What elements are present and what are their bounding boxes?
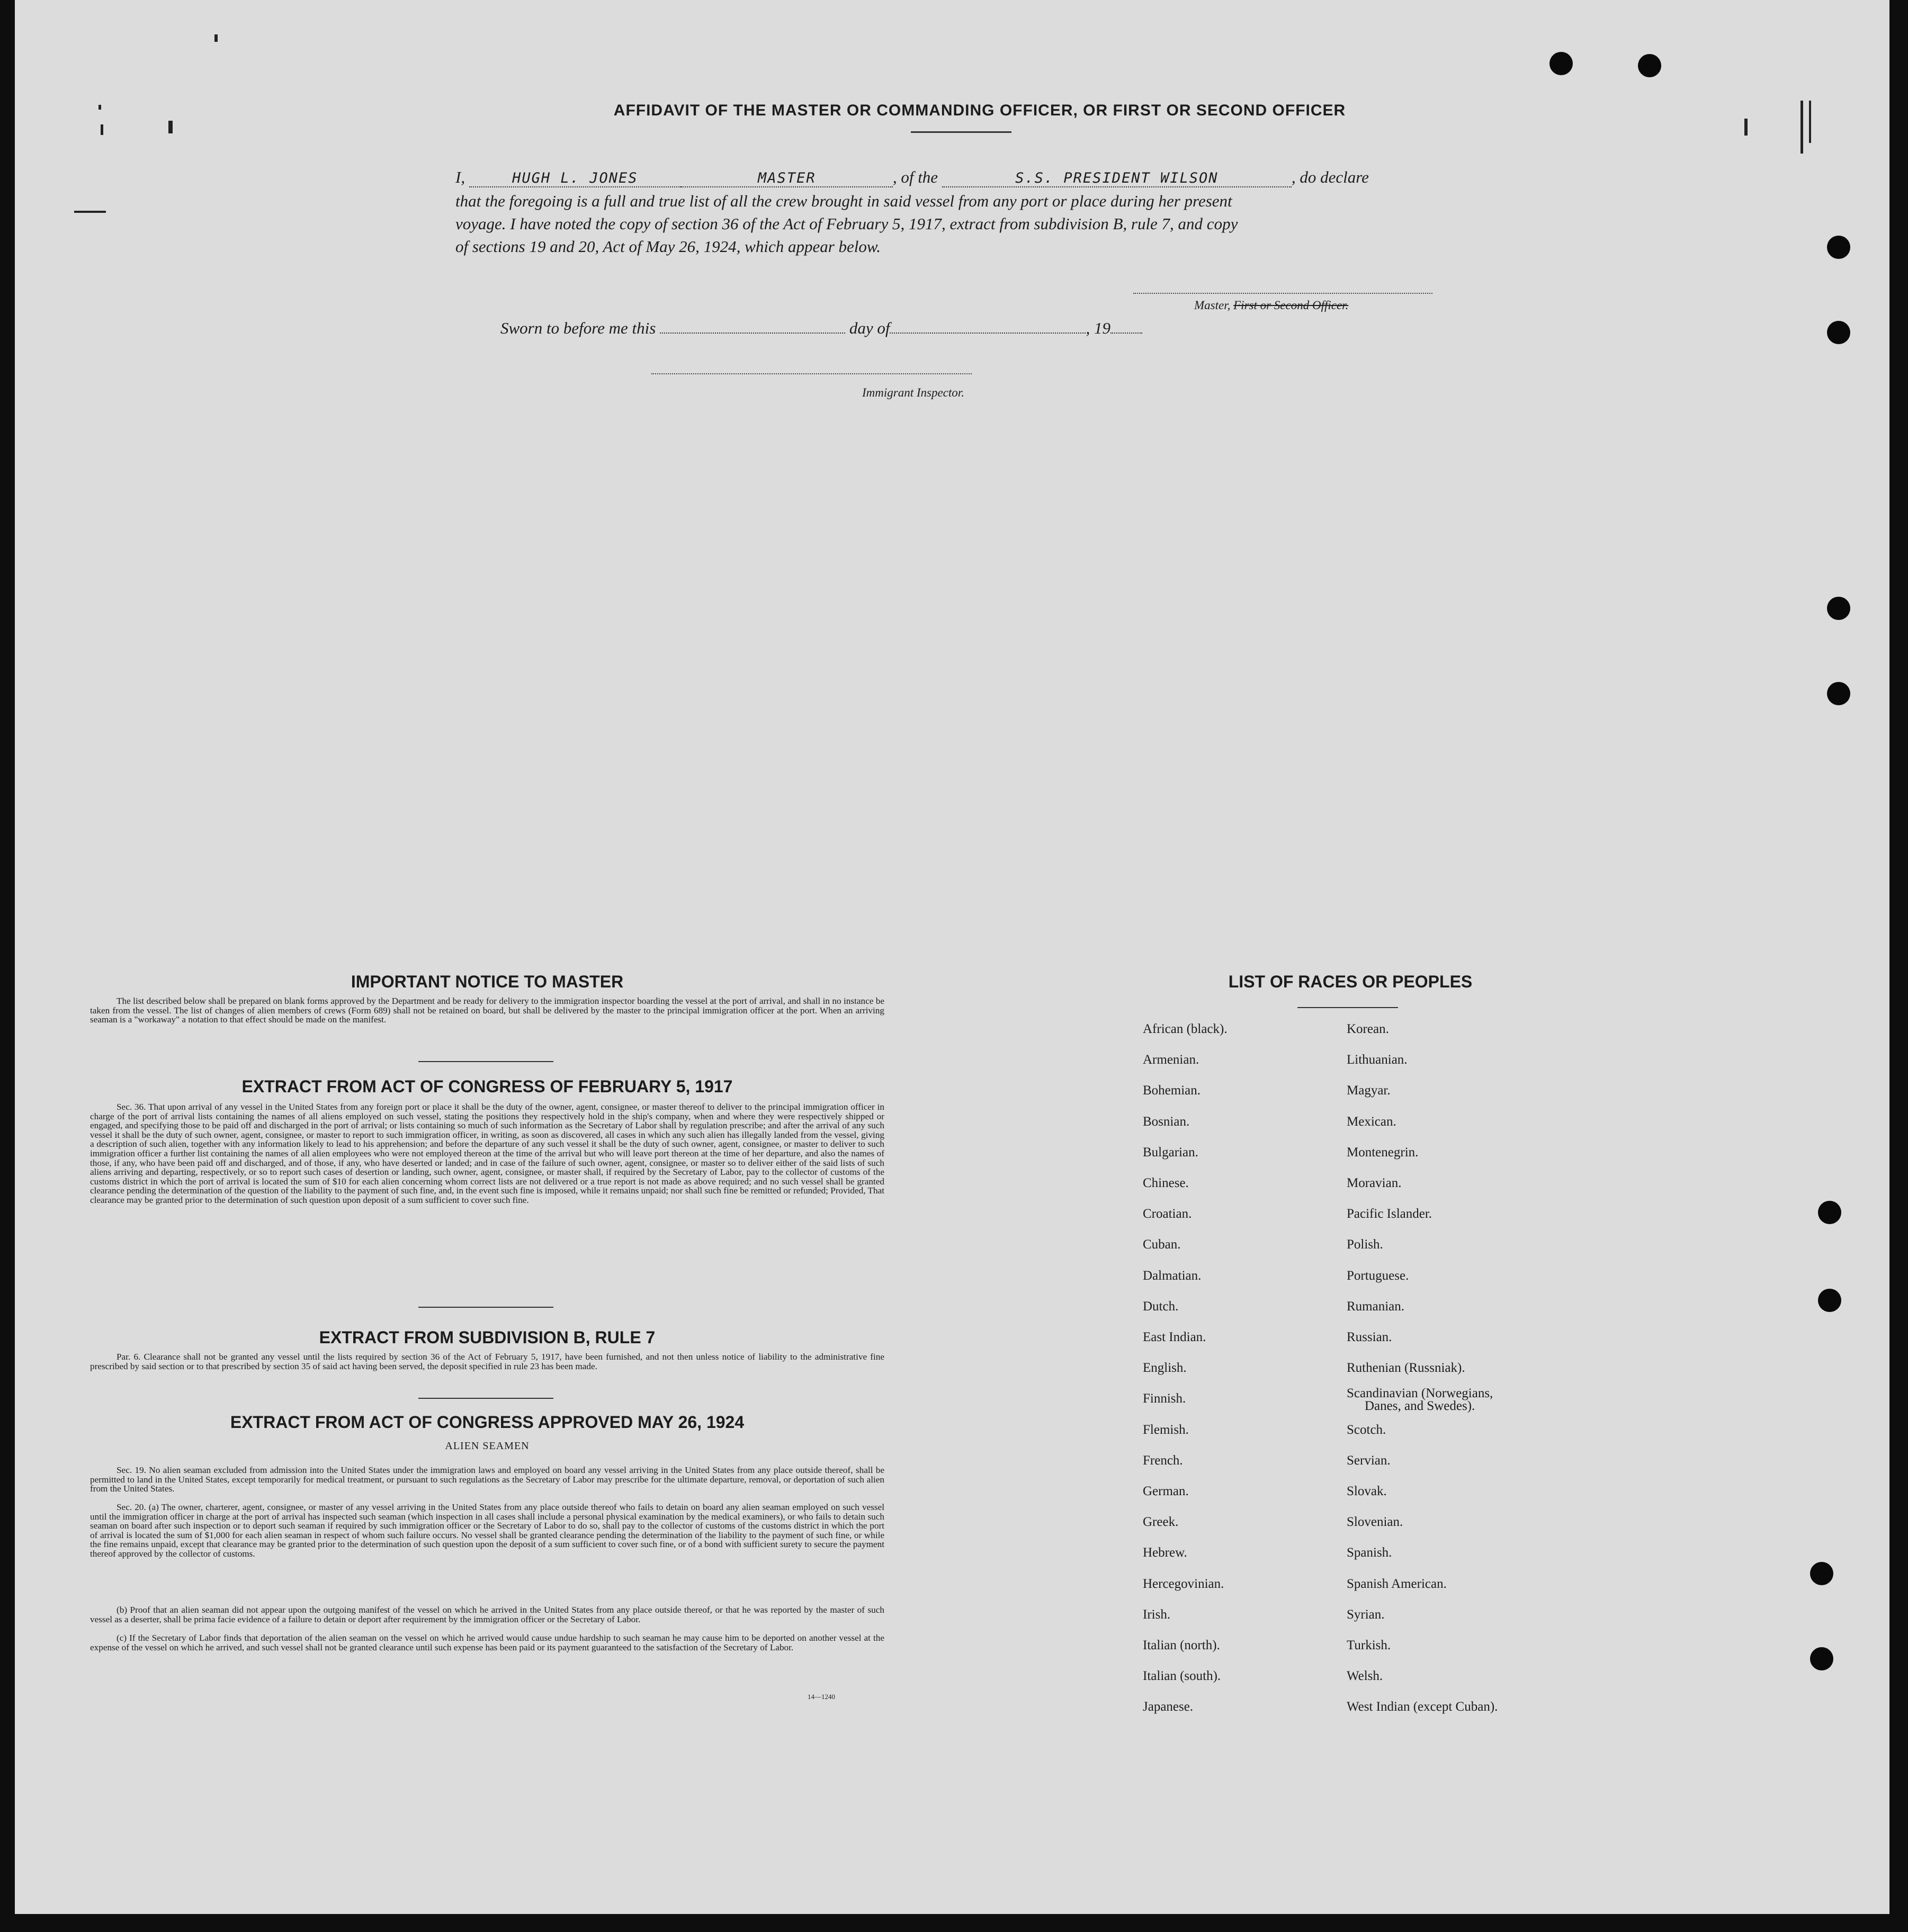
race-item: English. <box>1143 1361 1187 1376</box>
notice-title: IMPORTANT NOTICE TO MASTER <box>351 972 624 991</box>
punch-hole <box>1818 1289 1841 1312</box>
punch-hole <box>1827 597 1850 620</box>
race-item: Korean. <box>1347 1022 1389 1036</box>
punch-hole <box>1818 1201 1841 1224</box>
race-item: Hebrew. <box>1143 1545 1187 1560</box>
extract-1924-sec20a: Sec. 20. (a) The owner, charterer, agent, consignee, or master of any vessel arriving in the United States from any place outside thereof who fails to detain on board any alien seaman employed on such vessel until the immigration officer in charge at the port of arrival has inspected such seaman (which inspection in all cases shall include a personal physical examination by the medical examiners), or who fails to detain such seaman on board after such inspection or to deport such seaman if required by such immigration officer or the Secretary of Labor to do so, shall pay to the collector of customs of the customs district in which the port of arrival is located the sum of $1,000 for each alien seaman in respect of whom such failure occurs. No vessel shall be granted clearance pending the determination of the liability to the payment of such fine, or while the fine remains unpaid, except that clearance may be granted prior to the determination of such question upon the deposit of a sum sufficient to cover such fine, or of a bond with sufficient surety to secure the payment thereof approved by the collector of customs. <box>90 1502 884 1559</box>
declaration-line-3: voyage. I have noted the copy of section 36 of the Act of February 5, 1917, extract from subdivision B, rule 7, and copy <box>455 214 1238 233</box>
race-item: Rumanian. <box>1347 1299 1405 1314</box>
race-item: Greek. <box>1143 1515 1179 1530</box>
race-item: Italian (north). <box>1143 1638 1220 1652</box>
race-item: Dutch. <box>1143 1299 1179 1314</box>
race-item: Italian (south). <box>1143 1669 1221 1684</box>
scan-speck <box>1809 101 1811 143</box>
sworn-day-label: day of <box>849 319 890 337</box>
race-item: Servian. <box>1347 1453 1391 1468</box>
sworn-prefix: Sworn to before me this <box>500 319 656 337</box>
race-item: Bulgarian. <box>1143 1145 1198 1160</box>
race-item: Scandinavian (Norwegians, Danes, and Swedes). <box>1347 1387 1548 1413</box>
race-item: Croatian. <box>1143 1207 1192 1221</box>
vessel-name-field[interactable]: S.S. PRESIDENT WILSON <box>942 170 1292 187</box>
section-divider <box>418 1307 553 1308</box>
master-name-field[interactable]: HUGH L. JONES <box>469 170 681 187</box>
sworn-year-label: , 19 <box>1086 319 1110 337</box>
extract-1924-title: EXTRACT FROM ACT OF CONGRESS APPROVED MAY 26, 1924 <box>230 1413 745 1432</box>
race-item: African (black). <box>1143 1022 1228 1036</box>
master-label: Master, <box>1194 299 1231 312</box>
race-item: Portuguese. <box>1347 1268 1409 1283</box>
race-item: Turkish. <box>1347 1638 1391 1652</box>
scan-speck <box>74 211 106 213</box>
races-title: LIST OF RACES OR PEOPLES <box>1228 972 1473 991</box>
rank-field[interactable]: MASTER <box>681 170 893 187</box>
sworn-year-field[interactable] <box>1110 333 1142 334</box>
scan-speck <box>101 124 103 135</box>
race-item-continuation: Danes, and Swedes). <box>1365 1399 1475 1414</box>
races-title-divider <box>1297 1007 1398 1008</box>
section-divider <box>418 1061 553 1062</box>
declaration-line-2: that the foregoing is a full and true list of all the crew brought in said vessel from any port or place during her present <box>455 192 1232 210</box>
punch-hole <box>1827 321 1850 344</box>
declaration-suffix: , do declare <box>1291 168 1369 186</box>
race-item: West Indian (except Cuban). <box>1347 1700 1498 1714</box>
master-signature-line[interactable] <box>1133 293 1432 294</box>
race-item: Ruthenian (Russniak). <box>1347 1361 1465 1376</box>
declaration-of: , of the <box>892 168 938 186</box>
section-divider <box>418 1398 553 1399</box>
scan-speck <box>168 121 173 133</box>
inspector-label: Immigrant Inspector. <box>862 386 964 399</box>
race-item: German. <box>1143 1484 1189 1498</box>
punch-hole <box>1827 682 1850 705</box>
extract-1924-sec20b: (b) Proof that an alien seaman did not appear upon the outgoing manifest of the vessel on which he arrived in the United States from any place outside thereof, or that he was reported by the master of such vessel as a deserter, shall be prima facie evidence of a failure to detain or deport after requirement by the immigration officer or the Secretary of Labor. <box>90 1605 884 1624</box>
punch-hole <box>1827 236 1850 259</box>
race-item: Armenian. <box>1143 1053 1199 1067</box>
punch-hole <box>1810 1647 1833 1670</box>
sworn-month-field[interactable] <box>890 333 1086 334</box>
race-item: Dalmatian. <box>1143 1268 1202 1283</box>
punch-hole <box>1638 54 1661 77</box>
punch-hole <box>1549 52 1573 75</box>
race-item: Slovak. <box>1347 1484 1387 1498</box>
extract-rule7-title: EXTRACT FROM SUBDIVISION B, RULE 7 <box>319 1328 656 1347</box>
affidavit-title: AFFIDAVIT OF THE MASTER OR COMMANDING OFFICER, OR FIRST OR SECOND OFFICER <box>613 102 1346 119</box>
race-item: Moravian. <box>1347 1176 1402 1190</box>
form-number: 14—1240 <box>808 1693 835 1701</box>
title-divider <box>911 131 1011 133</box>
race-item: Flemish. <box>1143 1422 1189 1437</box>
race-item: Finnish. <box>1143 1391 1186 1406</box>
race-item: Bosnian. <box>1143 1114 1190 1129</box>
sworn-line <box>500 319 1517 338</box>
scan-speck <box>1744 119 1748 136</box>
declaration-prefix: I, <box>455 168 465 186</box>
race-item: Welsh. <box>1347 1669 1383 1684</box>
race-item: Bohemian. <box>1143 1083 1201 1098</box>
race-item: Spanish. <box>1347 1545 1392 1560</box>
scan-speck <box>98 105 101 110</box>
declaration-line-4: of sections 19 and 20, Act of May 26, 1924, which appear below. <box>455 237 881 256</box>
extract-1917-text: Sec. 36. That upon arrival of any vessel in the United States from any foreign port or place it shall be the duty of the owner, agent, consignee, or master thereof to deliver to the principal immigration officer in charge of the port of arrival lists containing the names of all aliens employed on such vessel, stating the positions they respectively hold in the ship's company, when and where they were respectively shipped or engaged, and specifying those to be paid off and discharged in the port of arrival; or lists containing so much of such information as the Secretary of Labor shall by regulation prescribe; and after the arrival of any such vessel it shall be the duty of such owner, agent, consignee, or master to report to such immigration officer, in writing, as soon as discovered, all cases in which any such alien has illegally landed from the vessel, giving a description of such alien, together with any information likely to lead to his apprehension; and before the departure of any such vessel it shall be the duty of such owner, agent, consignee, or master to deliver to such immigration officer a further list containing the names of all alien employees who were not employed thereon at the time of the arrival but who will leave port thereon at the time of her departure, and also the names of those, if any, who have been paid off and discharged, and of those, if any, who have deserted or landed; and in case of the failure of such owner, agent, consignee, or master so to deliver either of the said lists of such aliens arriving and departing, respectively, or so to report such cases of desertion or landing, such owner, agent, consignee, or master shall, if required by the Secretary of Labor, pay to the collector of customs of the customs district in which the port of arrival is located the sum of $10 for each alien concerning whom correct lists are not delivered or a true report is not made as above required; and no such vessel shall be granted clearance pending the determination of the question of the liability to the payment of such fine, and, in the event such fine is imposed, while it remains unpaid; nor shall such fine be remitted or refunded; Provided, That clearance may be granted prior to the determination of such question upon deposit of a sum sufficient to cover such fine. <box>90 1102 884 1205</box>
race-item: Japanese. <box>1143 1700 1194 1714</box>
race-item: Magyar. <box>1347 1083 1391 1098</box>
master-signature-label <box>1194 299 1348 312</box>
extract-1924-sec19: Sec. 19. No alien seaman excluded from admission into the United States under the immigration laws and employed on board any vessel arriving in the United States from any place outside thereof, shall be permitted to land in the United States, except temporarily for medical treatment, or pursuant to such regulations as the Secretary of Labor may prescribe for the ultimate departure, removal, or deportation of such alien from the United States. <box>90 1465 884 1494</box>
race-item: Scotch. <box>1347 1422 1386 1437</box>
scan-speck <box>214 34 218 42</box>
race-item: Spanish American. <box>1347 1576 1447 1591</box>
officer-label-struck: First or Second Officer. <box>1233 299 1349 312</box>
scan-speck <box>1800 101 1803 154</box>
race-item: Montenegrin. <box>1347 1145 1419 1160</box>
race-item: Slovenian. <box>1347 1515 1403 1530</box>
race-item: French. <box>1143 1453 1183 1468</box>
race-item: Chinese. <box>1143 1176 1189 1190</box>
sworn-day-field[interactable] <box>660 333 845 334</box>
notice-text: The list described below shall be prepared on blank forms approved by the Department and be ready for delivery to the immigration inspector boarding the vessel at the port of arrival, and shall in no instance be taken from the vessel. The list of changes of alien members of crews (Form 689) shall not be retained on board, but shall be delivered by the master to the principal immigration officer at the port. When an arriving seaman is a "workaway" a notation to that effect should be made on the manifest. <box>90 996 884 1025</box>
race-item: Mexican. <box>1347 1114 1396 1129</box>
declaration-line-1 <box>455 168 1472 187</box>
race-item: Syrian. <box>1347 1607 1385 1622</box>
race-item: Lithuanian. <box>1347 1053 1408 1067</box>
alien-seamen-heading: ALIEN SEAMEN <box>445 1440 530 1452</box>
extract-1917-title: EXTRACT FROM ACT OF CONGRESS OF FEBRUARY 5, 1917 <box>241 1077 733 1096</box>
race-item: Polish. <box>1347 1237 1383 1252</box>
inspector-signature-line[interactable] <box>651 373 972 374</box>
extract-rule7-text: Par. 6. Clearance shall not be granted any vessel until the lists required by section 36 of the Act of February 5, 1917, have been furnished, and not then unless notice of liability to the administrative fine prescribed by said section or to that prescribed by section 35 of said act having been served, the deposit specified in rule 23 has been made. <box>90 1352 884 1371</box>
document-page <box>15 0 1889 1914</box>
extract-1924-sec20c: (c) If the Secretary of Labor finds that deportation of the alien seaman on the vessel on which he arrived would cause undue hardship to such seaman he may cause him to be deported on another vessel at the expense of the vessel on which he arrived, and such vessel shall not be granted clearance until such expense has been paid or its payment guaranteed to the satisfaction of the Secretary of Labor. <box>90 1633 884 1652</box>
race-item: Irish. <box>1143 1607 1171 1622</box>
race-item: Hercegovinian. <box>1143 1576 1224 1591</box>
race-item: Cuban. <box>1143 1237 1181 1252</box>
race-item: Russian. <box>1347 1330 1392 1344</box>
race-item: East Indian. <box>1143 1330 1206 1344</box>
race-item: Pacific Islander. <box>1347 1207 1432 1221</box>
punch-hole <box>1810 1562 1833 1585</box>
